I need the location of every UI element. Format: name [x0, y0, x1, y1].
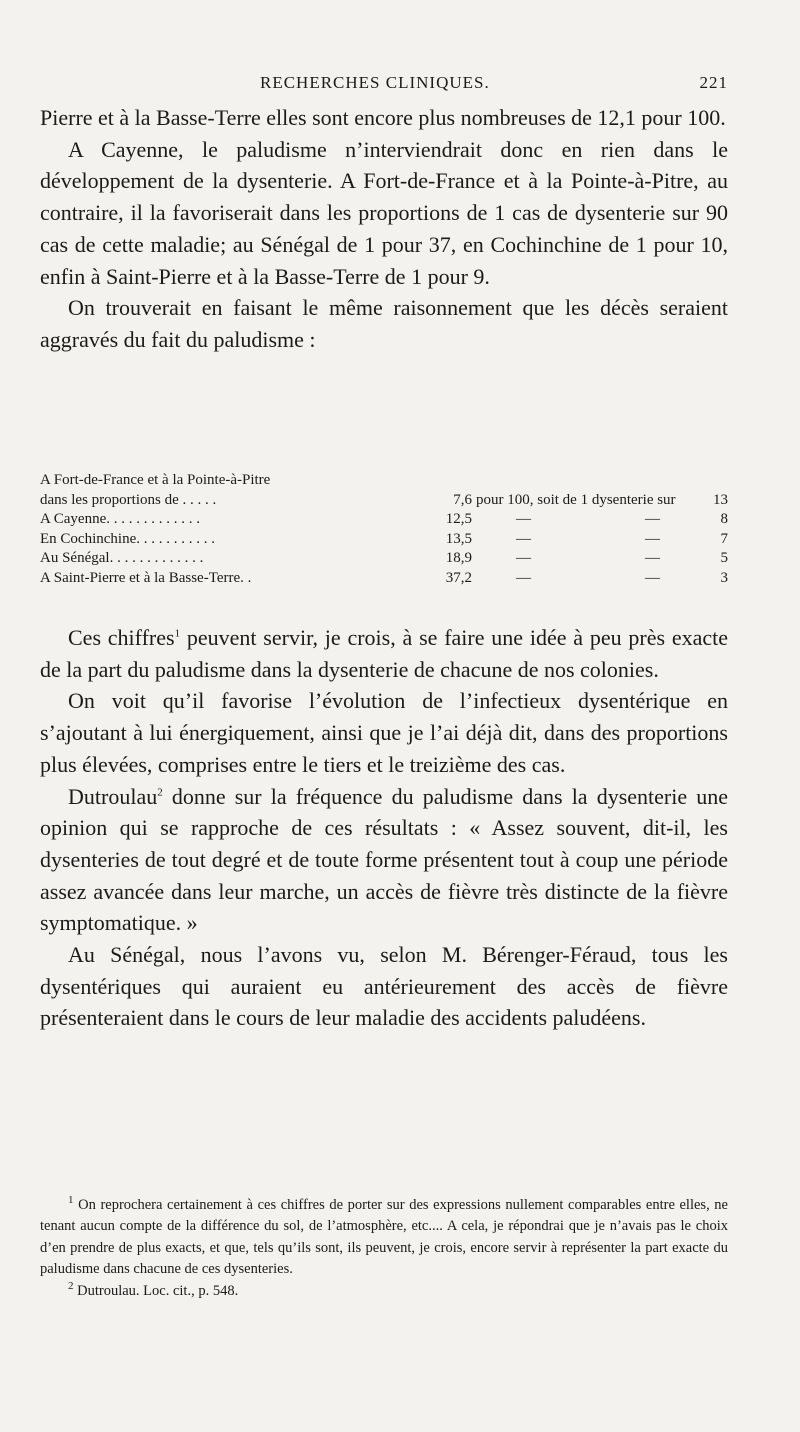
paragraph: On trouverait en faisant le même raisonnement que les décès seraient aggravés du fait du paludisme :: [40, 295, 728, 352]
table-row: [40, 530, 728, 550]
paragraph: [40, 685, 728, 780]
running-head: [40, 73, 728, 97]
page-number: 221: [699, 73, 728, 92]
row-value: 18,9: [445, 550, 472, 567]
paragraph: [40, 939, 728, 1034]
table-row: [40, 549, 728, 569]
footnote-text: Dutroulau. Loc. cit., p. 548.: [77, 1282, 239, 1299]
ditto-dash: —: [645, 569, 660, 586]
ditto-dash: —: [645, 530, 660, 547]
table-row: [40, 510, 728, 530]
row-count: 3: [720, 569, 728, 586]
row-label: dans les proportions de . . . . .: [40, 491, 217, 508]
row-count: 13: [713, 491, 728, 508]
rest-text: soit de 1 dysenterie sur: [537, 491, 676, 508]
row-label: Au Sénégal. . . . . . . . . . . . .: [40, 550, 204, 567]
footnote-text: On reprochera certainement à ces chiffres de porter sur des expressions nullement comparables entre elles, ne tenant aucun compte de la différence du sol, de l’atmosphère, etc.... A cela, je répondrai que je n’avais pas le choix d’en prendre de plus exacts, et que, tels qu’ils sont, ils peuvent, je crois, encore servir à représenter la part exacte du paludisme dans chacune de ces dysenteries.: [40, 1197, 728, 1278]
ditto-dash: —: [516, 530, 531, 547]
ditto-dash: —: [516, 569, 531, 586]
footnote-mark: 1: [68, 1194, 74, 1207]
running-title: RECHERCHES CLINIQUES.: [260, 73, 490, 92]
row-count: 7: [720, 530, 728, 547]
paragraph-text: Au Sénégal, nous l’avons vu, selon M. Bérenger-Féraud, tous les dysentériques qui auraient eu antérieurement des accès de fièvre présenteraient dans le cours de leur maladie des accidents paludéens.: [40, 942, 728, 1031]
row-count: 8: [720, 511, 728, 528]
paragraph: Pierre et à la Basse-Terre elles sont encore plus nombreuses de 12,1 pour 100.: [40, 105, 726, 130]
ditto-dash: —: [516, 550, 531, 567]
footnote-ref[interactable]: 2: [157, 786, 163, 799]
footnote: [40, 1195, 728, 1281]
row-count: 5: [720, 550, 728, 567]
unit-text: pour 100,: [476, 491, 534, 508]
footnote-ref[interactable]: 1: [174, 627, 181, 640]
table-heading-text: A Fort-de-France et à la Pointe-à-Pitre: [40, 472, 271, 488]
paragraph: [40, 781, 728, 940]
row-label: A Cayenne. . . . . . . . . . . . .: [40, 511, 200, 528]
row-value: 37,2: [445, 569, 472, 586]
footnote-mark: 2: [68, 1279, 74, 1292]
body-text-top: [40, 102, 728, 356]
row-value: 7,6: [453, 491, 472, 508]
table-row: [40, 491, 728, 511]
paragraph-text: peuvent servir, je crois, à se faire une idée à peu près exacte de la part du paludisme dans la dysenterie de chacune de nos colonies.: [40, 625, 728, 682]
footnote: [40, 1281, 728, 1302]
footnotes: [40, 1195, 728, 1302]
body-text-bottom: [40, 622, 728, 1034]
row-value: 12,5: [445, 511, 472, 528]
row-label: En Cochinchine. . . . . . . . . . .: [40, 530, 215, 547]
paragraph-text: Dutroulau: [68, 783, 158, 809]
row-unit: [476, 491, 676, 511]
paragraph-text: On voit qu’il favorise l’évolution de l’infectieux dysentérique en s’ajoutant à lui énergiquement, ainsi que je l’ai déjà dit, dans des proportions plus élevées, comprises entre le tiers et le treizième des cas.: [40, 688, 728, 777]
paragraph-text: donne sur la fréquence du paludisme dans la dysenterie une opinion qui se rapproche de ces résultats : « Assez souvent, dit-il, les dysenteries de tout degré et de toute forme présentent tout à coup une période assez avancée dans leur marche, un accès de fièvre très distincte de la fièvre symptomatique. »: [40, 783, 728, 936]
paragraph: A Cayenne, le paludisme n’interviendrait donc en rien dans le développement de la dysenterie. A Fort-de-France et à la Pointe-à-Pitre, au contraire, il la favoriserait dans les proportions de 1 cas de dysenterie sur 90 cas de cette maladie; au Sénégal de 1 pour 37, en Cochinchine de 1 pour 10, enfin à Saint-Pierre et à la Basse-Terre de 1 pour 9.: [40, 136, 728, 289]
table-row: [40, 569, 728, 589]
ditto-dash: —: [645, 550, 660, 567]
mortality-table: [40, 471, 728, 589]
ditto-dash: —: [516, 511, 531, 528]
ditto-dash: —: [645, 511, 660, 528]
paragraph: [40, 622, 728, 685]
row-value: 13,5: [445, 530, 472, 547]
paragraph-text: Ces chiffres: [68, 625, 175, 650]
row-label: A Saint-Pierre et à la Basse-Terre. .: [40, 569, 252, 586]
table-heading: [40, 471, 728, 491]
